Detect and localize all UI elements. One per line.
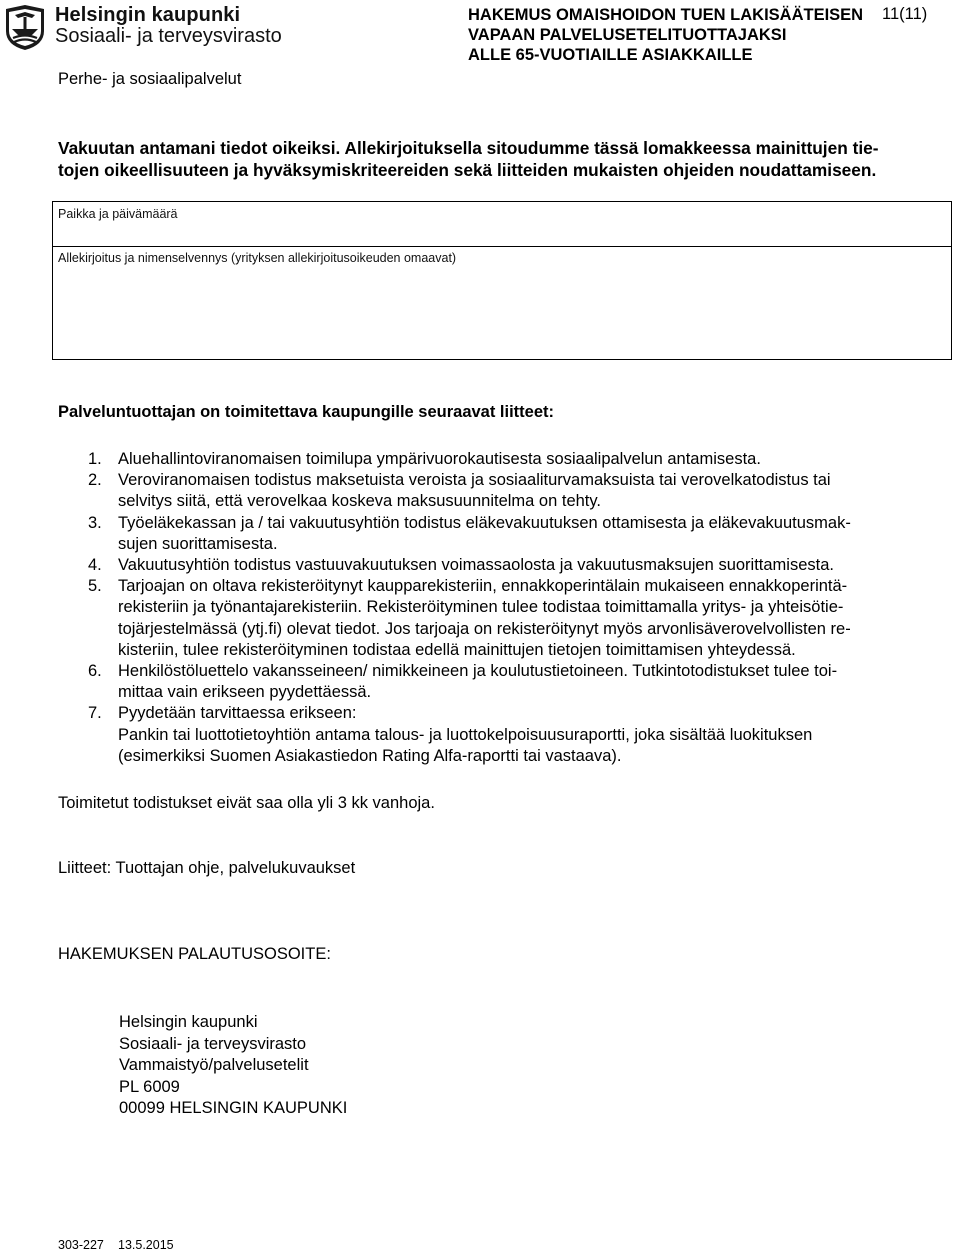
list-item [58,449,953,470]
address-line: Helsingin kaupunki [119,1013,258,1031]
list-item-line: selvitys siitä, että verovelkaa koskeva maksusuunnitelma on tehty. [118,492,602,511]
list-item [58,555,953,576]
department-name: Sosiaali- ja terveysvirasto [55,25,282,47]
list-item-line: Aluehallintoviranomaisen toimilupa ympärivuorokautisesta sosiaalipalvelun antamisesta. [118,450,761,468]
list-item-line: Veroviranomaisen todistus maksetuista veroista ja sosiaaliturvamaksuista tai verovelkatodistus tai [118,471,831,490]
appendices-note: Liitteet: Tuottajan ohje, palvelukuvaukset [58,859,356,877]
list-item-number: 1. [88,450,102,468]
list-item-line: Pankin tai luottotietoyhtiön antama talous- ja luottokelpoisuusuraportti, joka sisältää luokituksen [118,725,813,744]
list-item-line: mittaa vain erikseen pyydettäessä. [118,683,372,702]
return-address [119,1012,347,1120]
place-date-label: Paikka ja päivämäärä [58,207,178,221]
signature-label: Allekirjoitus ja nimenselvennys (yrityksen allekirjoitusoikeuden omaavat) [58,251,457,265]
helsinki-crest-icon [4,3,46,51]
address-line: PL 6009 [119,1077,180,1096]
list-item-number: 4. [88,556,102,575]
list-item-line: sujen suorittamisesta. [118,534,278,553]
list-item-line: Pyydetään tarvittaessa erikseen: [118,704,357,723]
list-item-line: tojärjestelmässä (ytj.fi) olevat tiedot. Jos tarjoaja on rekisteröitynyt myös arvonlisäverovelvollisten re- [118,619,851,638]
list-item-number: 7. [88,704,102,723]
list-item-line: Työeläkekassan ja / tai vakuutusyhtiön todistus eläkevakuutuksen ottamisesta ja eläkevakuutusmak- [118,513,851,532]
document-title-line: VAPAAN PALVELUSETELITUOTTAJAKSI [468,26,787,44]
list-item [58,513,953,555]
declaration-line: tojen oikeellisuuteen ja hyväksymiskriteereiden sekä liitteiden mukaisten ohjeiden noudattamiseen. [58,159,877,180]
signature-field[interactable] [53,247,951,359]
list-item-line: kisteriin, tulee rekisteröityminen todistaa edellä mainittujen tietojen toimittamisen yhteydessä. [118,640,796,659]
document-date: 13.5.2015 [118,1238,174,1252]
list-item-number: 5. [88,577,102,596]
address-line: Sosiaali- ja terveysvirasto [119,1034,307,1053]
list-item-line: Vakuutusyhtiön todistus vastuuvakuutuksen voimassaolosta ja vakuutusmaksujen suorittamisesta. [118,556,834,575]
list-item-number: 2. [88,471,102,490]
declaration-text [58,138,950,181]
declaration-line: Vakuutan antamani tiedot oikeiksi. Allekirjoituksella sitoudumme tässä lomakkeessa mainittujen tie- [58,138,879,158]
list-item-line: Henkilöstöluettelo vakansseineen/ nimikkeineen ja koulutustietoineen. Tutkintotodistukset tulee toi- [118,662,838,681]
list-item-number: 6. [88,662,102,681]
attachments-heading: Palveluntuottajan on toimitettava kaupungille seuraavat liitteet: [58,403,555,421]
address-line: 00099 HELSINGIN KAUPUNKI [119,1099,348,1117]
signature-box [52,201,952,360]
list-item [58,576,953,661]
list-item-line: rekisteriin ja työnantajarekisteriin. Rekisteröityminen tulee todistaa toimittamalla yritys- ja yhteisötie- [118,598,844,617]
attachments-list [58,449,953,767]
validity-note: Toimitetut todistukset eivät saa olla yli 3 kk vanhoja. [58,794,435,812]
page-number: 11(11) [882,5,928,23]
list-item [58,661,953,703]
list-item-line: (esimerkiksi Suomen Asiakastiedon Rating Alfa-raportti tai vastaava). [118,746,622,765]
place-date-field[interactable] [53,202,951,247]
organization-name: Helsingin kaupunki [55,4,241,26]
document-title-line: ALLE 65-VUOTIAILLE ASIAKKAILLE [468,46,753,64]
list-item [58,470,953,512]
list-item [58,703,953,767]
address-line: Vammaistyö/palvelusetelit [119,1056,309,1074]
unit-name: Perhe- ja sosiaalipalvelut [58,70,242,88]
list-item-line: Tarjoajan on oltava rekisteröitynyt kaupparekisteriin, ennakkoperintälain mukaiseen ennakkoperintä- [118,577,848,596]
document-title [468,5,863,65]
document-code: 303-227 [58,1238,104,1252]
list-item-number: 3. [88,513,102,532]
return-address-heading: HAKEMUKSEN PALAUTUSOSOITE: [58,945,331,963]
document-title-line: HAKEMUS OMAISHOIDON TUEN LAKISÄÄTEISEN [468,6,864,24]
